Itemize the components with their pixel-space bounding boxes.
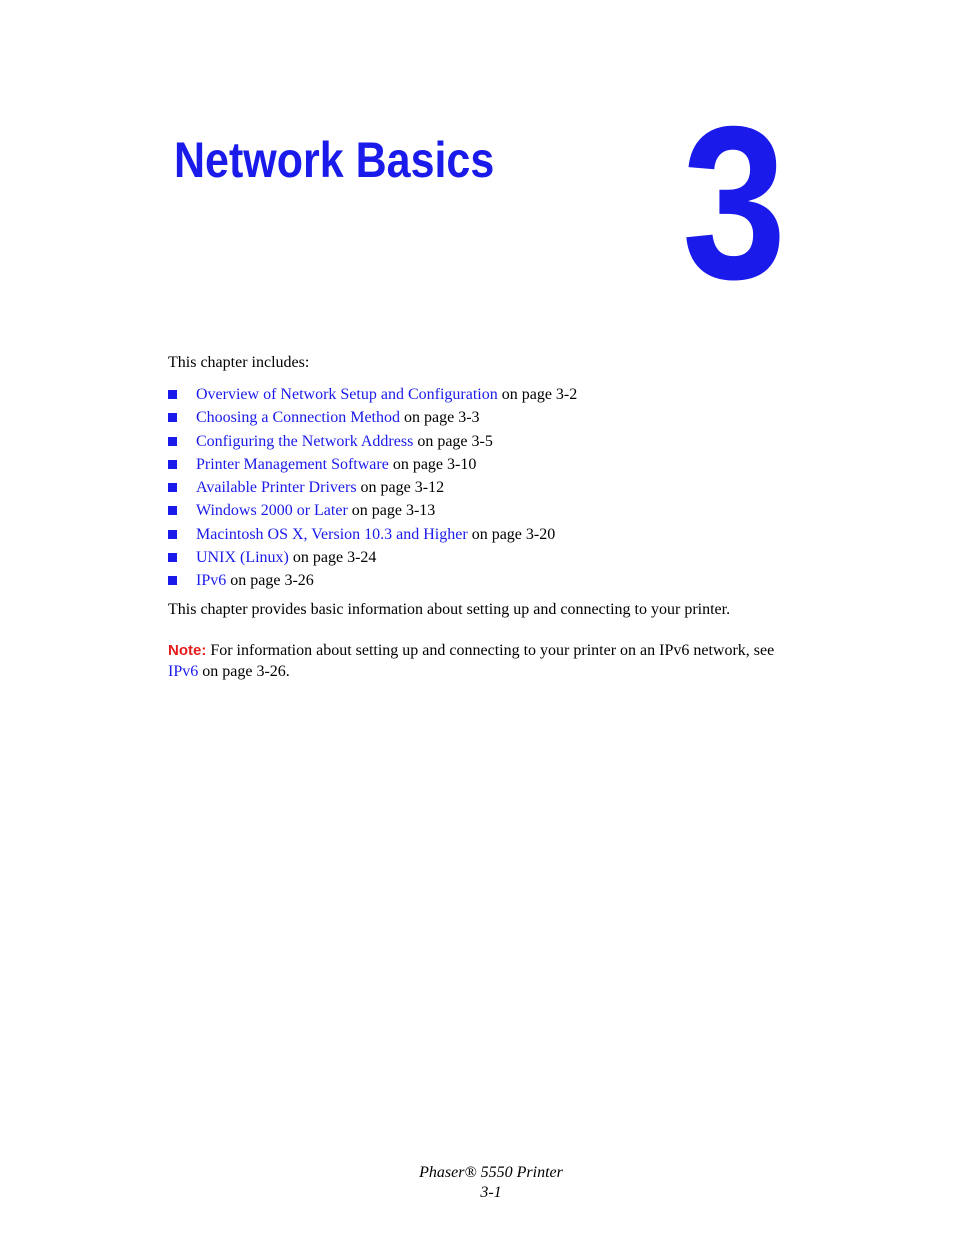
toc-link-management-software[interactable]: Printer Management Software xyxy=(196,455,389,473)
note-text: For information about setting up and connecting to your printer on an IPv6 network, see xyxy=(206,642,775,659)
list-item xyxy=(168,408,577,431)
square-bullet-icon xyxy=(168,390,177,399)
page-reference: on page 3-2 xyxy=(497,386,578,403)
square-bullet-icon xyxy=(168,576,177,585)
list-item xyxy=(168,525,577,548)
toc-link-overview[interactable]: Overview of Network Setup and Configuration xyxy=(196,386,498,403)
list-item xyxy=(168,571,577,594)
list-item xyxy=(168,432,577,455)
square-bullet-icon xyxy=(168,413,177,422)
square-bullet-icon xyxy=(168,483,177,492)
toc-link-unix[interactable]: UNIX (Linux) xyxy=(196,549,289,567)
list-item xyxy=(168,501,577,524)
page-reference: on page 3-5 xyxy=(413,432,493,450)
toc-link-printer-drivers[interactable]: Available Printer Drivers xyxy=(196,479,357,497)
page-reference: on page 3-20 xyxy=(467,525,556,543)
page-reference: on page 3-12 xyxy=(356,479,445,497)
square-bullet-icon xyxy=(168,553,177,562)
intro-text: This chapter includes: xyxy=(168,354,310,371)
chapter-number: 3 xyxy=(682,82,787,325)
toc-link-network-address[interactable]: Configuring the Network Address xyxy=(196,432,414,450)
note-label: Note: xyxy=(168,642,207,659)
chapter-contents-list xyxy=(168,385,577,595)
note-page-reference: on page 3-26. xyxy=(198,663,290,680)
square-bullet-icon xyxy=(168,460,177,469)
toc-link-connection-method[interactable]: Choosing a Connection Method xyxy=(196,409,400,427)
square-bullet-icon xyxy=(168,506,177,515)
list-item xyxy=(168,478,577,501)
toc-link-macintosh[interactable]: Macintosh OS X, Version 10.3 and Higher xyxy=(196,525,468,543)
square-bullet-icon xyxy=(168,530,177,539)
chapter-title: Network Basics xyxy=(174,132,495,188)
page-reference: on page 3-26 xyxy=(226,572,314,590)
toc-link-windows[interactable]: Windows 2000 or Later xyxy=(196,502,348,520)
square-bullet-icon xyxy=(168,437,177,446)
chapter-description: This chapter provides basic information about setting up and connecting to your printer. xyxy=(168,601,731,618)
note-paragraph xyxy=(168,640,808,682)
page-footer xyxy=(0,1163,954,1203)
page-reference: on page 3-3 xyxy=(399,409,480,427)
page-reference: on page 3-13 xyxy=(347,502,436,520)
toc-link-ipv6[interactable]: IPv6 xyxy=(196,572,227,590)
note-link-ipv6[interactable]: IPv6 xyxy=(168,663,199,680)
footer-product-name: Phaser® 5550 Printer xyxy=(419,1164,563,1181)
footer-page-number: 3-1 xyxy=(480,1184,502,1201)
list-item xyxy=(168,385,577,408)
list-item xyxy=(168,455,577,478)
page-reference: on page 3-10 xyxy=(388,455,477,473)
page-reference: on page 3-24 xyxy=(288,549,377,567)
list-item xyxy=(168,548,577,571)
